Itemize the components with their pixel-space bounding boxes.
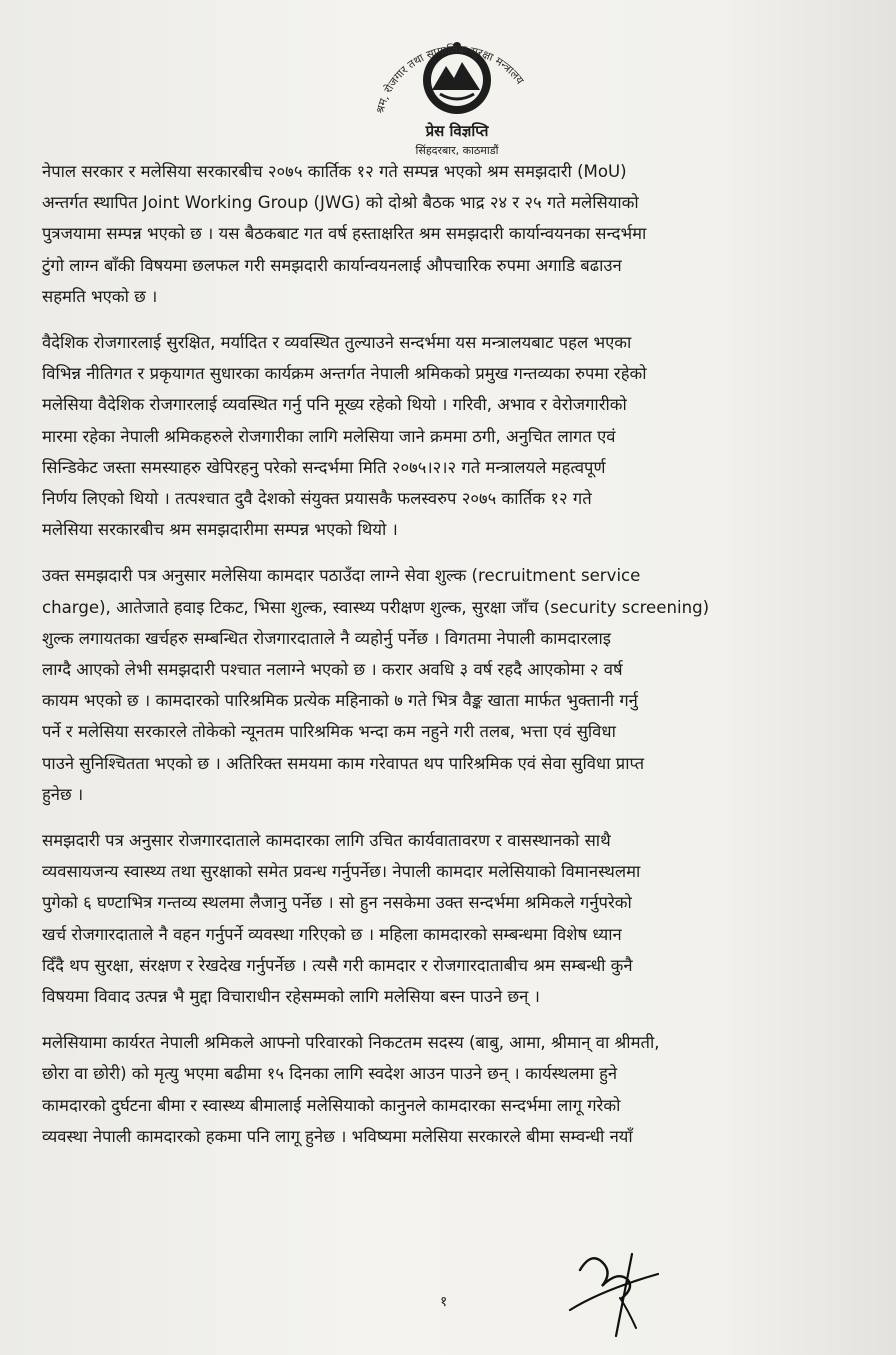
paragraph-line: सहमति भएको छ । [42,286,158,306]
paragraph-line: उक्त समझदारी पत्र अनुसार मलेसिया कामदार पठाउँदा लाग्ने सेवा शुल्क (recruitment service [42,566,641,586]
paragraph-line: पुत्रजयामा सम्पन्न भएको छ । यस बैठकबाट गत वर्ष हस्ताक्षरित श्रम समझदारी कार्यान्वयनका सन्दर्भमा [42,224,647,244]
paragraph-line: छोरा वा छोरी) को मृत्यु भएमा बढीमा १५ दिनका लागि स्वदेश आउन पाउने छन् । कार्यस्थलमा हुने [42,1064,618,1084]
paragraph-line: charge), आतेजाते हवाइ टिकट, भिसा शुल्क, स्वास्थ्य परीक्षण शुल्क, सुरक्षा जाँच (security screening) [42,597,710,617]
paragraph-line: मलेसिया वैदेशिक रोजगारलाई व्यवस्थित गर्नु पनि मूख्य रहेको थियो । गरिवी, अभाव र वेरोजगारीको [42,395,627,415]
svg-text:प्रेस विज्ञप्ति: प्रेस विज्ञप्ति [425,122,489,140]
paragraph-line: व्यवसायजन्य स्वास्थ्य तथा सुरक्षाको समेत प्रवन्ध गर्नुपर्नेछ। नेपाली कामदार मलेसियाको विमानस्थलमा [42,862,641,882]
paragraph-line: शुल्क लगायतका खर्चहरु सम्बन्धित रोजगारदाताले नै व्यहोर्नु पर्नेछ । विगतमा नेपाली कामदारलाइ [42,628,611,648]
paragraph-line: खर्च रोजगारदाताले नै वहन गर्नुपर्ने व्यवस्था गरिएको छ । महिला कामदारको सम्बन्धमा विशेष ध्यान [42,924,622,944]
paragraph-2 [42,327,860,545]
paragraph-line: मलेसिया सरकारबीच श्रम समझदारीमा सम्पन्न भएको थियो । [42,520,398,540]
paragraph-line: पुगेको ६ घण्टाभित्र गन्तव्य स्थलमा लैजानु पर्नेछ । सो हुन नसकेमा उक्त सन्दर्भमा श्रमिकले गर्नुपरेको [42,893,632,913]
svg-text:सिंहदरबार, काठमाडौं: सिंहदरबार, काठमाडौं [415,144,499,157]
paragraph-4 [42,825,860,1012]
paragraph-1 [42,156,860,312]
paragraph-line: व्यवस्था नेपाली कामदारको हकमा पनि लागू हुनेछ । भविष्यमा मलेसिया सरकारले बीमा सम्वन्धी नयाँ [42,1126,633,1146]
paragraph-line: वैदेशिक रोजगारलाई सुरक्षित, मर्यादित र व्यवस्थित तुल्याउने सन्दर्भमा यस मन्त्रालयबाट पहल भएका [42,333,632,353]
paragraph-3 [42,560,860,810]
paragraph-line: पर्ने र मलेसिया सरकारले तोकेको न्यूनतम पारिश्रमिक भन्दा कम नहुने गरी तलब, भत्ता एवं सुविधा [42,722,616,742]
page-number: १ [440,1294,448,1310]
paragraph-line: अन्तर्गत स्थापित Joint Working Group (JWG) को दोश्रो बैठक भाद्र २४ र २५ गते मलेसियाको [42,193,639,213]
ministry-seal-logo [362,18,552,168]
paragraph-line: पाउने सुनिश्चितता भएको छ । अतिरिक्त समयमा काम गरेवापत थप पारिश्रमिक एवं सेवा सुविधा प्राप्त [42,753,645,773]
paragraph-line: हुनेछ । [42,784,84,804]
paragraph-5 [42,1027,860,1152]
paragraph-line: विभिन्न नीतिगत र प्रकृयागत सुधारका कार्यक्रम अन्तर्गत नेपाली श्रमिकको प्रमुख गन्तव्यका रुपमा रहेको [42,364,647,384]
paragraph-line: निर्णय लिएको थियो । तत्पश्चात दुवै देशको संयुक्त प्रयासकै फलस्वरुप २०७५ कार्तिक १२ गते [42,489,592,509]
paragraph-line: कायम भएको छ । कामदारको पारिश्रमिक प्रत्येक महिनाको ७ गते भित्र वैङ्क खाता मार्फत भुक्तानी गर्नु [42,691,638,711]
paragraph-line: विषयमा विवाद उत्पन्न भै मुद्दा विचाराधीन रहेसम्मको लागि मलेसिया बस्न पाउने छन् । [42,987,540,1007]
paragraph-line: टुंगो लाग्न बाँकी विषयमा छलफल गरी समझदारी कार्यान्वयनलाई औपचारिक रुपमा अगाडि बढाउन [42,255,622,275]
handwritten-signature [562,1240,672,1350]
press-release-body [42,156,860,1167]
paragraph-line: दिँदै थप सुरक्षा, संरक्षण र रेखदेख गर्नुपर्नेछ । त्यसै गरी कामदार र रोजगारदाताबीच श्रम सम्बन्धी कुनै [42,955,633,975]
paragraph-line: समझदारी पत्र अनुसार रोजगारदाताले कामदारका लागि उचित कार्यवातावरण र वासस्थानको साथै [42,831,611,851]
paragraph-line: लाग्दै आएको लेभी समझदारी पश्चात नलाग्ने भएको छ । करार अवधि ३ वर्ष रहदै आएकोमा २ वर्ष [42,660,623,680]
paragraph-line: मलेसियामा कार्यरत नेपाली श्रमिकले आफ्नो परिवारको निकटतम सदस्य (बाबु, आमा, श्रीमान् वा श्रीमती, [42,1033,660,1053]
paragraph-line: कामदारको दुर्घटना बीमा र स्वास्थ्य बीमालाई मलेसियाको कानुनले कामदारका सन्दर्भमा लागू गरेको [42,1095,621,1115]
paragraph-line: सिन्डिकेट जस्ता समस्याहरु खेपिरहनु परेको सन्दर्भमा मिति २०७५।२।२ गते मन्त्रालयले महत्वपूर्ण [42,457,606,477]
paragraph-line: नेपाल सरकार र मलेसिया सरकारबीच २०७५ कार्तिक १२ गते सम्पन्न भएको श्रम समझदारी (MoU) [42,162,627,181]
svg-text:श्रम, रोजगार तथा सामाजिक सुरक्: श्रम, रोजगार तथा सामाजिक सुरक्षा मन्त्रालय [373,42,527,115]
paragraph-line: मारमा रहेका नेपाली श्रमिकहरुले रोजगारीका लागि मलेसिया जाने क्रममा ठगी, अनुचित लागत एवं [42,426,616,446]
